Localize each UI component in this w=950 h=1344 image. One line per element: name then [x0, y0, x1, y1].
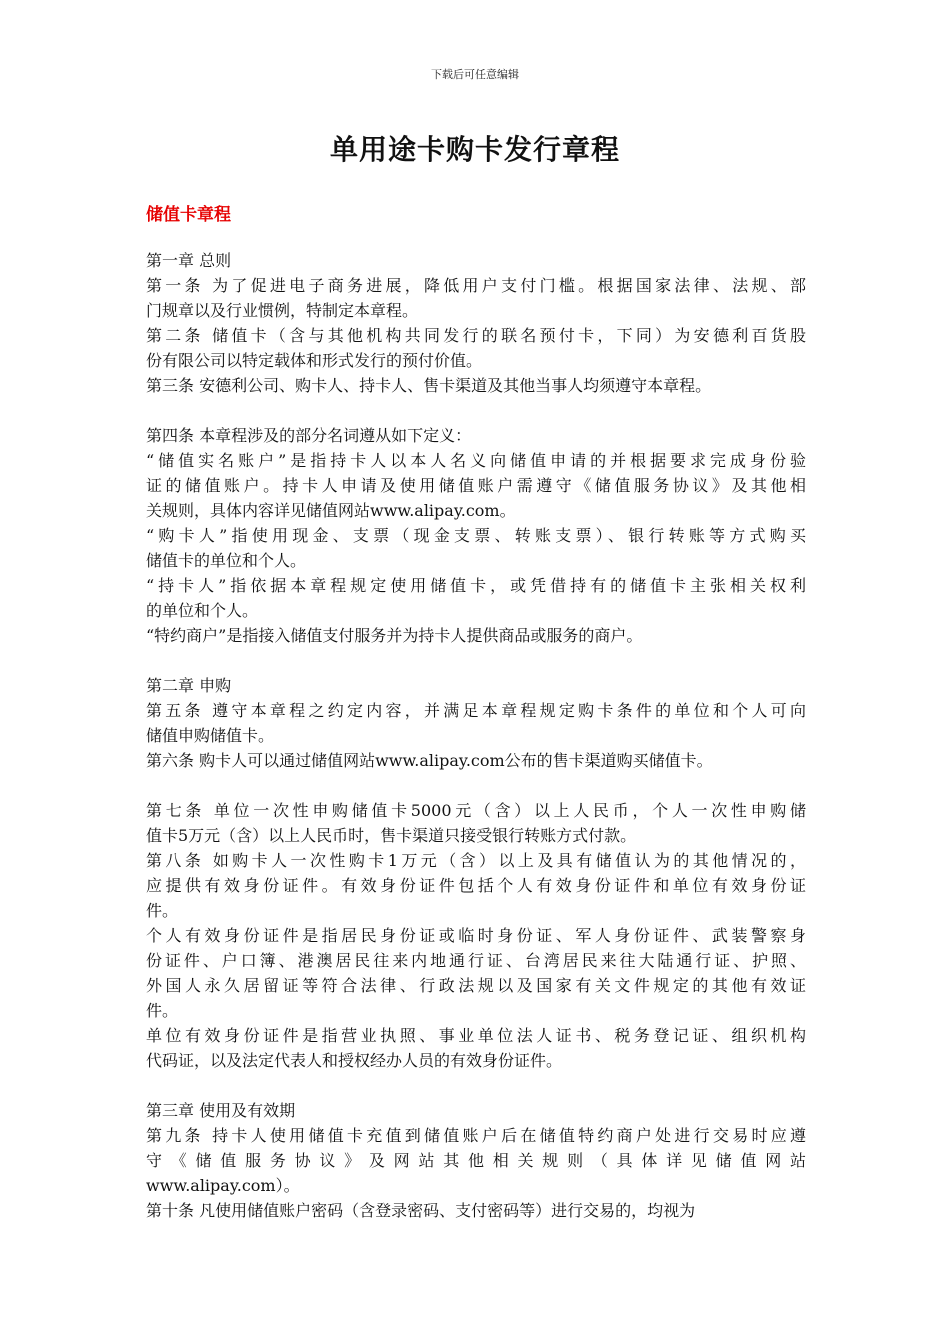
body-line: “购卡人”指使用现金、支票（现金支票、转账支票）、银行转账等方式购买	[146, 526, 806, 545]
blank-line	[146, 398, 806, 423]
body-line: 第十条 凡使用储值账户密码（含登录密码、支付密码等）进行交易的，均视为	[146, 1201, 696, 1220]
body-line: 应提供有效身份证件。有效身份证件包括个人有效身份证件和单位有效身份证	[146, 876, 806, 895]
body-line: 储值卡的单位和个人。	[146, 551, 307, 570]
body-line: 外国人永久居留证等符合法律、行政法规以及国家有关文件规定的其他有效证	[146, 976, 806, 995]
body-line: 第三章 使用及有效期	[146, 1101, 296, 1120]
body-line: “特约商户”是指接入储值支付服务并为持卡人提供商品或服务的商户。	[146, 626, 643, 645]
body-line: 第三条 安德利公司、购卡人、持卡人、售卡渠道及其他当事人均须遵守本章程。	[146, 376, 712, 395]
body-line: 门规章以及行业惯例，特制定本章程。	[146, 301, 419, 320]
body-line: 值卡5万元（含）以上人民币时，售卡渠道只接受银行转账方式付款。	[146, 826, 637, 845]
body-line: 第六条 购卡人可以通过储值网站www.alipay.com公布的售卡渠道购买储值卡。	[146, 751, 713, 770]
body-line: 第七条 单位一次性申购储值卡5000元（含）以上人民币，个人一次性申购储	[146, 801, 806, 820]
body-line: 个人有效身份证件是指居民身份证或临时身份证、军人身份证件、武装警察身	[146, 926, 806, 945]
body-line: 件。	[146, 1001, 179, 1020]
header-note: 下载后可任意编辑	[431, 68, 519, 81]
blank-line	[146, 1073, 806, 1098]
body-line: 第五条 遵守本章程之约定内容，并满足本章程规定购卡条件的单位和个人可向	[146, 701, 806, 720]
body-line: 代码证，以及法定代表人和授权经办人员的有效身份证件。	[146, 1051, 563, 1070]
body-line: 第九条 持卡人使用储值卡充值到储值账户后在储值特约商户处进行交易时应遵	[146, 1126, 806, 1145]
body-line: 份有限公司以特定载体和形式发行的预付价值。	[146, 351, 483, 370]
section-title: 储值卡章程	[146, 205, 231, 225]
body-line: “持卡人”指依据本章程规定使用储值卡，或凭借持有的储值卡主张相关权利	[146, 576, 806, 595]
body-line: 守《储值服务协议》及网站其他相关规则（具体详见储值网站	[146, 1151, 806, 1170]
blank-line	[146, 773, 806, 798]
body-line: 份证件、户口簿、港澳居民往来内地通行证、台湾居民来往大陆通行证、护照、	[146, 951, 806, 970]
body-line: 第八条 如购卡人一次性购卡1万元（含）以上及具有储值认为的其他情况的，	[146, 851, 806, 870]
blank-line	[146, 648, 806, 673]
body-line: 第一条 为了促进电子商务进展，降低用户支付门槛。根据国家法律、法规、部	[146, 276, 806, 295]
body-line: 储值申购储值卡。	[146, 726, 275, 745]
document-body	[146, 248, 806, 1223]
body-line: www.alipay.com）。	[146, 1176, 300, 1195]
body-line: 证的储值账户。持卡人申请及使用储值账户需遵守《储值服务协议》及其他相	[146, 476, 806, 495]
body-line: 第四条 本章程涉及的部分名词遵从如下定义：	[146, 426, 472, 445]
body-line: 单位有效身份证件是指营业执照、事业单位法人证书、税务登记证、组织机构	[146, 1026, 806, 1045]
body-line: 第一章 总则	[146, 251, 232, 270]
body-line: 件。	[146, 901, 179, 920]
document-title: 单用途卡购卡发行章程	[329, 133, 620, 166]
body-line: 第二章 申购	[146, 676, 232, 695]
body-line: 的单位和个人。	[146, 601, 259, 620]
body-line: “储值实名账户”是指持卡人以本人名义向储值申请的并根据要求完成身份验	[146, 451, 806, 470]
body-line: 第二条 储值卡（含与其他机构共同发行的联名预付卡，下同）为安德利百货股	[146, 326, 806, 345]
body-line: 关规则，具体内容详见储值网站www.alipay.com。	[146, 501, 516, 520]
